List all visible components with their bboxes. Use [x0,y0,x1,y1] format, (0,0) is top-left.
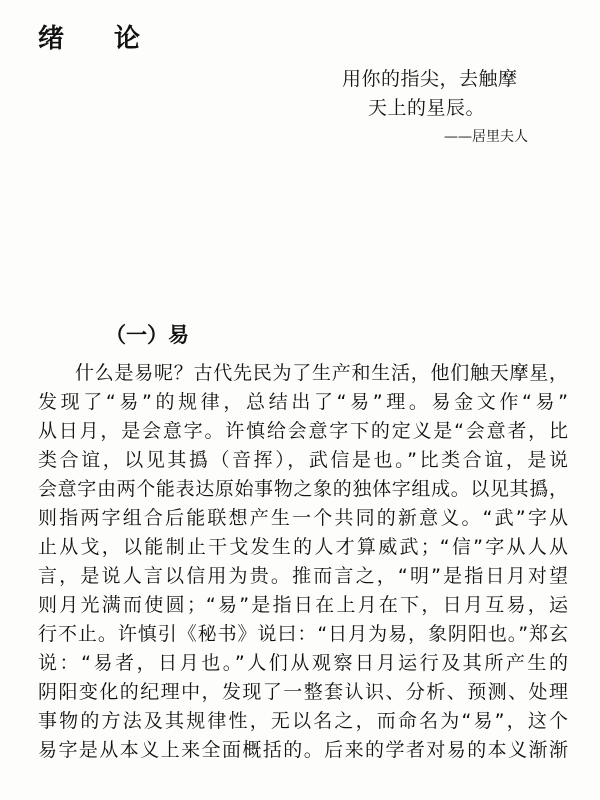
epigraph-line-1: 用你的指尖，去触摩 [342,68,518,90]
body-line: 事物的方法及其规律性，无以名之，而命名为“易”，这个 [38,710,568,732]
body-line: 阴阳变化的纪理中，发现了一整套认识、分析、预测、处理 [38,681,568,703]
body-line: 则月光满而使圆；“易”是指日在上月在下，日月互易，运 [38,594,568,616]
body-line: 止从戈，以能制止干戈发生的人才算威武；“信”字从人从 [38,536,568,558]
body-line: 行不止。许慎引《秘书》说曰：“日月为易，象阴阳也。”郑玄 [38,623,568,645]
body-line: 会意字由两个能表达原始事物之象的独体字组成。以见其撝， [38,478,568,500]
section-title: （一）易 [105,323,189,347]
body-line: 说：“易者，日月也。”人们从观察日月运行及其所产生的 [38,652,568,674]
epigraph-line-2: 天上的星辰。 [368,97,486,119]
body-line: 言，是说人言以信用为贵。推而言之，“明”是指日月对望 [38,565,568,587]
body-line: 发现了“易”的规律，总结出了“易”理。易金文作“易” [38,391,568,413]
body-line: 从日月，是会意字。许慎给会意字下的定义是“会意者，比 [38,420,568,442]
epigraph-attribution: ——居里夫人 [444,129,528,145]
body-line: 易字是从本义上来全面概括的。后来的学者对易的本义渐渐 [38,739,568,761]
body-line: 则指两字组合后能联想产生一个共同的新意义。“武”字从 [38,507,568,529]
body-line: 什么是易呢？古代先民为了生产和生活，他们触天摩星， [75,362,568,384]
body-line: 类合谊，以见其撝（音挥），武信是也。”比类合谊，是说 [38,449,568,471]
chapter-heading: 绪论 [38,24,191,54]
